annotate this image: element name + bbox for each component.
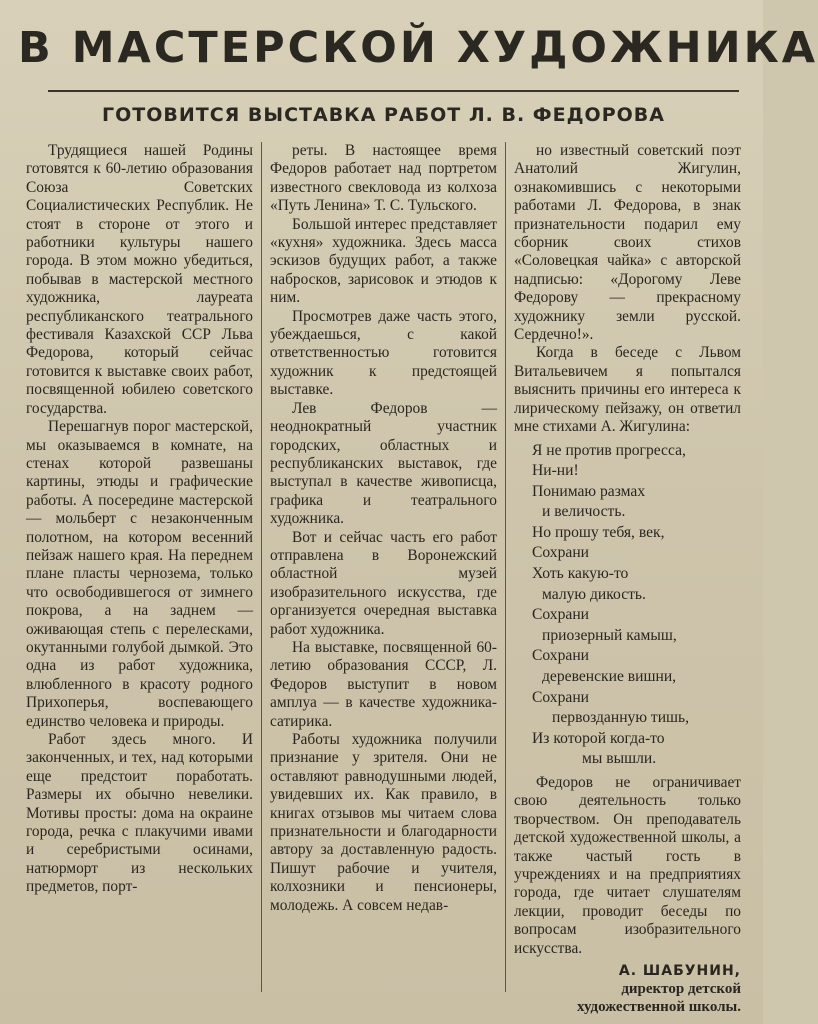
article-columns — [18, 142, 749, 1016]
signature-title-line-2: художественной школы. — [577, 999, 741, 1016]
poem-line: приозерный камыш, — [542, 626, 677, 644]
signature-title-line-1: директор детской — [621, 981, 741, 998]
headline: В МАСТЕРСКОЙ ХУДОЖНИКА — [18, 23, 818, 73]
paragraph: Федоров не ограничивает свою деятельность только творчеством. Он преподаватель детской художественной школы, а также частый гость в учреждениях и на предприятиях города, где читает слушателям лекции, проводит беседы по вопросам изобразительного искусства. — [514, 774, 741, 957]
subheadline: ГОТОВИТСЯ ВЫСТАВКА РАБОТ Л. В. ФЕДОРОВА — [102, 104, 665, 126]
paragraph: Большой интерес представляет «кухня» художника. Здесь масса эскизов будущих работ, а также набросков, зарисовок и этюдов к ним. — [270, 215, 497, 307]
poem-line: Хоть какую-то — [532, 565, 629, 583]
headline-rule — [48, 90, 739, 92]
paragraph: Трудящиеся нашей Родины готовятся к 60-летию образования Союза Советских Социалистических Республик. Не стоят в стороне от этого и работники культуры нашего города. В этом можно убедиться, побывав в мастерской местного художника, лауреата республиканского театрального фестиваля Казахской ССР Льва Федорова, который сейчас готовится к выставке своих работ, посвященной юбилею советского государства. — [26, 142, 253, 417]
paragraph: Когда в беседе с Львом Витальевичем я попытался выяснить причины его интереса к лирическому пейзажу, он ответил мне стихами А. Жигулина: — [514, 344, 741, 436]
poem — [532, 441, 741, 771]
poem-line: Ни-ни! — [532, 462, 579, 480]
column-2 — [261, 142, 505, 992]
poem-line: Сохрани — [532, 688, 590, 706]
column-3 — [505, 142, 749, 1016]
paragraph: Работ здесь много. И законченных, и тех, над которыми еще предстоит поработать. Размеры их обычно невелики. Мотивы просты: дома на окраине города, речка с плакучими ивами и серебристыми осинами, натюрморт из нескольких предметов, порт- — [26, 731, 253, 896]
poem-line: первозданную тишь, — [552, 709, 690, 727]
poem-line: Сохрани — [532, 544, 590, 562]
paragraph: Вот и сейчас часть его работ отправлена в Воронежский областной музей изобразительного искусства, где организуется очередная выставка работ художника. — [270, 528, 497, 638]
paragraph: реты. В настоящее время Федоров работает над портретом известного свекловода из колхоза «Путь Ленина» Т. С. Тульского. — [270, 142, 497, 215]
paragraph: На выставке, посвященной 60-летию образования СССР, Л. Федоров выступит в новом амплуа — в качестве художника-сатирика. — [270, 638, 497, 730]
paragraph: Просмотрев даже часть этого, убеждаешься, с какой ответственностью готовится художник к предстоящей выставке. — [270, 307, 497, 399]
signature-name: А. ШАБУНИН, — [618, 963, 741, 980]
poem-line: Из которой когда-то — [532, 729, 665, 747]
poem-line: и величость. — [542, 503, 626, 521]
poem-line: Сохрани — [532, 647, 590, 665]
paragraph: Перешагнув порог мастерской, мы оказываемся в комнате, на стенах которой развешаны картины, этюды и графические работы. А посередине мастерской — мольберт с незаконченным полотном, на котором весенний пейзаж нашего края. На переднем плане пласты чернозема, только что освободившегося от зимнего покрова, а на заднем — оживающая степь с перелесками, окутанными голубой дымкой. Это одна из работ художника, влюбленного в красоту родного Прихоперья, воспевающего единство человека и природы. — [26, 418, 253, 730]
poem-line: Понимаю размах — [532, 482, 646, 500]
poem-line: деревенские вишни, — [542, 668, 677, 686]
poem-line: мы вышли. — [582, 750, 657, 768]
column-1 — [18, 142, 261, 992]
paragraph: но известный советский поэт Анатолий Жигулин, ознакомившись с некоторыми работами Л. Федорова, в знак признательности подарил ему сборник своих стихов «Соловецкая чайка» с авторской надписью: «Дорогому Леве Федорову — прекрасному художнику земли русской. Сердечно!». — [514, 142, 741, 344]
poem-line: Сохрани — [532, 606, 590, 624]
poem-line: малую дикость. — [542, 585, 646, 603]
poem-line: Я не против прогресса, — [532, 441, 686, 459]
paragraph: Работы художника получили признание у зрителя. Они не оставляют равнодушными людей, увидевших их. Как правило, в книгах отзывов мы читаем слова признательности и благодарности автору за доставленную радость. Пишут рабочие и учителя, колхозники и пенсионеры, молодежь. А совсем недав- — [270, 731, 497, 914]
poem-line: Но прошу тебя, век, — [532, 523, 665, 541]
paragraph: Лев Федоров — неоднократный участник городских, областных и республиканских выставок, где выступал в качестве живописца, графика и театрального художника. — [270, 399, 497, 528]
